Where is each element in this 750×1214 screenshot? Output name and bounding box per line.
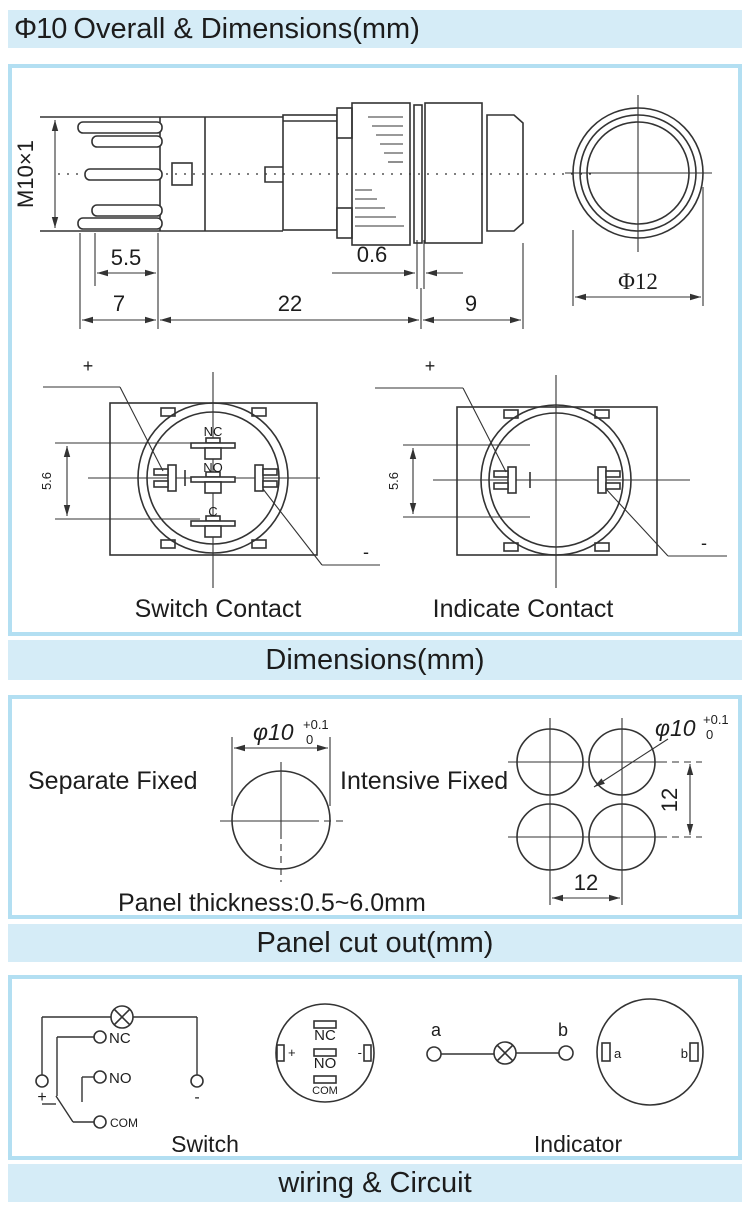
separate-fixed-drawing bbox=[28, 717, 343, 882]
switch-lever bbox=[56, 1096, 73, 1122]
nc-terminal-label: NC bbox=[109, 1030, 131, 1047]
dimensions-panel bbox=[8, 64, 742, 636]
a-pad-label: a bbox=[614, 1046, 622, 1061]
dim-5-5: 5.5 bbox=[110, 245, 142, 270]
dim-9: 9 bbox=[464, 291, 478, 316]
plus-mark: + bbox=[82, 356, 94, 376]
hole-dia-label: φ10 bbox=[253, 719, 294, 745]
cutout-caption-bar bbox=[8, 924, 742, 962]
pitch-horizontal: 12 bbox=[573, 870, 599, 895]
minus-mark: - bbox=[363, 542, 369, 562]
dim-dia-12: Φ12 bbox=[618, 269, 658, 294]
indicator-schematic bbox=[427, 1020, 573, 1064]
terminal-pin bbox=[92, 136, 162, 147]
dim-5-6: 5.6 bbox=[386, 471, 401, 491]
plus-terminal-label: + bbox=[37, 1089, 47, 1106]
b-terminal-label: b bbox=[557, 1020, 569, 1040]
dim-7: 7 bbox=[112, 291, 126, 316]
plus-pad-label: + bbox=[288, 1045, 296, 1060]
terminal-pin bbox=[78, 218, 162, 229]
switch-contact-drawing bbox=[39, 356, 380, 623]
page-title: Overall & Dimensions(mm) bbox=[73, 12, 420, 45]
switch-rear-view bbox=[276, 1004, 374, 1102]
dim-0-6: 0.6 bbox=[356, 242, 388, 267]
cutout-drawing bbox=[12, 699, 738, 915]
minus-mark: - bbox=[701, 533, 707, 553]
pin-label-c: C bbox=[208, 504, 218, 519]
wiring-caption-bar bbox=[8, 1164, 742, 1202]
indicator-caption: Indicator bbox=[533, 1131, 623, 1156]
thread-marks bbox=[355, 117, 404, 226]
button-cap bbox=[487, 115, 523, 231]
a-terminal-label: a bbox=[430, 1020, 442, 1040]
no-terminal-label: NO bbox=[109, 1070, 132, 1087]
com-pad-label: COM bbox=[312, 1085, 338, 1097]
wiring-caption: wiring & Circuit bbox=[278, 1166, 472, 1199]
intensive-fixed-drawing bbox=[340, 712, 729, 905]
tolerance-lower: 0 bbox=[306, 732, 314, 747]
indicator-rear-view bbox=[597, 999, 703, 1105]
dimensions-drawing bbox=[12, 68, 738, 632]
terminal-pin bbox=[85, 169, 162, 180]
cutout-caption: Panel cut out(mm) bbox=[256, 926, 494, 959]
thread-dim-label: M10×1 bbox=[13, 140, 38, 208]
page-title-bar bbox=[8, 10, 742, 48]
minus-terminal-label: - bbox=[194, 1089, 200, 1106]
b-pad-label: b bbox=[680, 1046, 688, 1061]
switch-caption: Switch bbox=[171, 1131, 239, 1156]
tolerance-lower: 0 bbox=[706, 727, 714, 742]
dim-5-6: 5.6 bbox=[39, 471, 54, 491]
tolerance-upper: +0.1 bbox=[703, 712, 729, 727]
separate-fixed-label: Separate Fixed bbox=[28, 767, 198, 795]
plus-mark: + bbox=[424, 356, 436, 376]
hole-dia-label: φ10 bbox=[655, 715, 696, 741]
front-view-drawing bbox=[565, 95, 712, 306]
com-terminal-label: COM bbox=[110, 1116, 138, 1130]
indicate-contact-caption: Indicate Contact bbox=[432, 595, 614, 623]
wiring-panel bbox=[8, 975, 742, 1160]
side-view-drawing bbox=[13, 103, 592, 329]
dimensions-caption: Dimensions(mm) bbox=[265, 643, 485, 676]
terminal-pin bbox=[78, 122, 162, 133]
page-title-prefix: Φ10 bbox=[14, 12, 67, 45]
pin-label-no: NO bbox=[203, 460, 223, 475]
no-pad-label: NO bbox=[313, 1055, 337, 1072]
dimensions-caption-bar bbox=[8, 640, 742, 680]
wiring-drawing bbox=[12, 979, 738, 1156]
switch-contact-caption: Switch Contact bbox=[134, 595, 302, 623]
dim-22: 22 bbox=[277, 291, 303, 316]
cutout-panel bbox=[8, 695, 742, 919]
indicate-contact-drawing bbox=[375, 356, 727, 623]
switch-schematic bbox=[36, 1006, 203, 1130]
pin-label-nc: NC bbox=[203, 424, 223, 439]
tolerance-upper: +0.1 bbox=[303, 717, 329, 732]
terminal-pin bbox=[92, 205, 162, 216]
minus-pad-label: - bbox=[357, 1045, 362, 1060]
pitch-vertical: 12 bbox=[657, 787, 682, 813]
panel-thickness-note: Panel thickness:0.5~6.0mm bbox=[118, 889, 426, 915]
nc-pad-label: NC bbox=[314, 1027, 336, 1044]
intensive-fixed-label: Intensive Fixed bbox=[340, 767, 509, 795]
